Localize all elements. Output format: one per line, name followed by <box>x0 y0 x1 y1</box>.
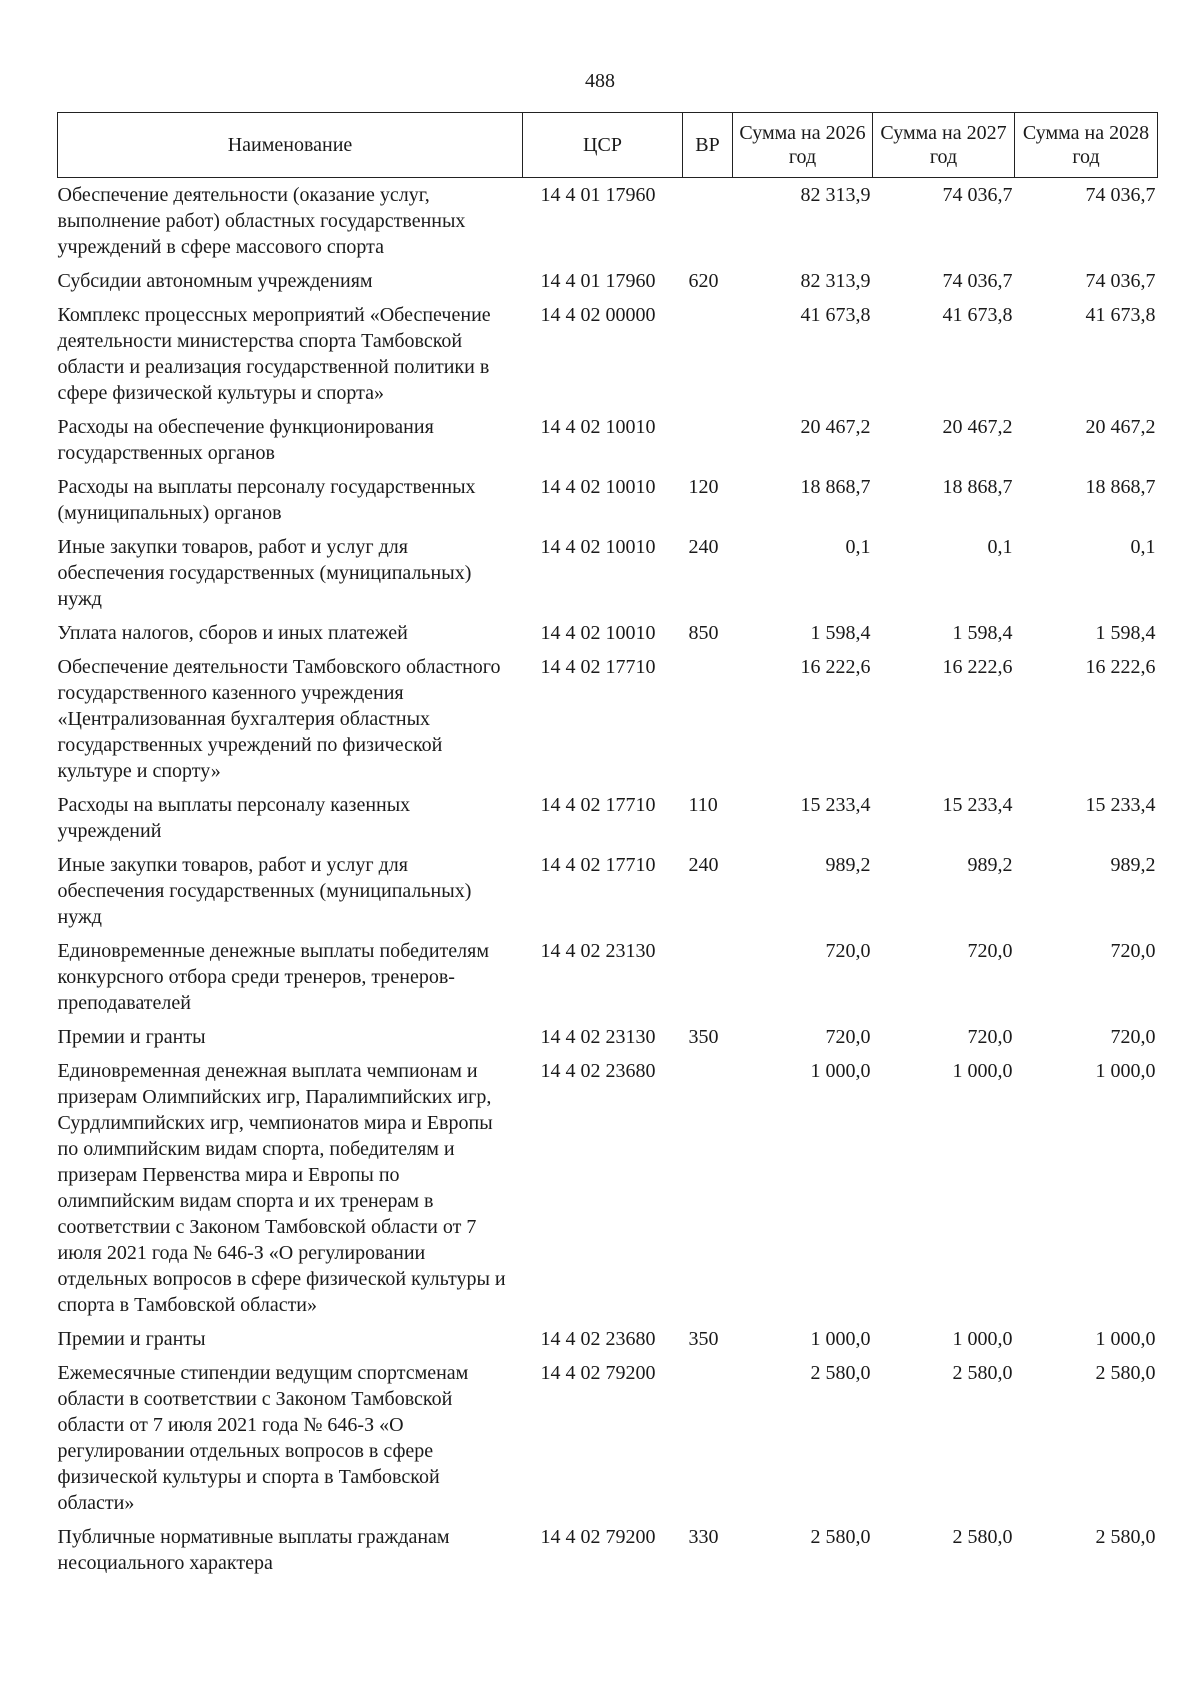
row-sum-2028: 16 222,6 <box>1085 656 1156 678</box>
table-row <box>58 410 1158 470</box>
row-sum-2026: 1 000,0 <box>810 1060 871 1082</box>
row-csr: 14 4 02 10010 <box>540 536 656 558</box>
row-vr <box>683 650 733 788</box>
row-csr: 14 4 02 23680 <box>540 1060 656 1082</box>
table-row <box>58 848 1158 934</box>
table-row <box>58 1520 1158 1580</box>
row-sum-2026: 2 580,0 <box>810 1526 871 1548</box>
row-vr: 620 <box>688 270 719 292</box>
row-csr: 14 4 02 23130 <box>540 1026 656 1048</box>
row-sum-2026: 16 222,6 <box>800 656 871 678</box>
row-sum-2026: 2 580,0 <box>810 1362 871 1384</box>
row-vr: 110 <box>688 794 718 816</box>
row-sum-2028: 720,0 <box>1110 940 1156 962</box>
row-sum-2028: 2 580,0 <box>1095 1526 1156 1548</box>
table-row <box>58 1356 1158 1520</box>
row-csr: 14 4 02 00000 <box>540 304 656 326</box>
row-sum-2027: 41 673,8 <box>942 304 1013 326</box>
row-sum-2028: 1 598,4 <box>1095 622 1156 644</box>
row-sum-2027: 989,2 <box>967 854 1013 876</box>
row-sum-2027: 1 000,0 <box>952 1328 1013 1350</box>
row-vr <box>683 178 733 265</box>
row-name: Обеспечение деятельности Тамбовского областного государственного казенного учреждения «Централизованная бухгалтерия областных государственных учреждений по физической культуре и спорту» <box>57 656 501 782</box>
row-sum-2027: 720,0 <box>967 940 1013 962</box>
row-csr: 14 4 01 17960 <box>540 270 656 292</box>
table-row <box>58 650 1158 788</box>
row-sum-2028: 20 467,2 <box>1085 416 1156 438</box>
row-vr: 330 <box>688 1526 719 1548</box>
row-sum-2027: 15 233,4 <box>942 794 1013 816</box>
row-sum-2027: 20 467,2 <box>942 416 1013 438</box>
header-sum-2028: Сумма на 2028 год <box>1015 113 1158 178</box>
row-csr: 14 4 01 17960 <box>540 184 656 206</box>
row-name: Расходы на выплаты персоналу казенных учреждений <box>57 794 411 842</box>
row-sum-2026: 82 313,9 <box>800 270 871 292</box>
row-name: Премии и гранты <box>57 1026 206 1048</box>
row-csr: 14 4 02 10010 <box>540 622 656 644</box>
row-sum-2028: 18 868,7 <box>1085 476 1156 498</box>
row-vr: 120 <box>688 476 719 498</box>
header-sum-2027: Сумма на 2027 год <box>873 113 1015 178</box>
table-row <box>58 178 1158 265</box>
row-sum-2028: 74 036,7 <box>1085 184 1156 206</box>
row-csr: 14 4 02 23680 <box>540 1328 656 1350</box>
row-name: Расходы на выплаты персоналу государственных (муниципальных) органов <box>57 476 476 524</box>
row-name: Уплата налогов, сборов и иных платежей <box>57 622 408 644</box>
row-sum-2026: 20 467,2 <box>800 416 871 438</box>
row-sum-2028: 1 000,0 <box>1095 1060 1156 1082</box>
row-vr: 850 <box>688 622 719 644</box>
table-body <box>58 178 1158 1581</box>
row-sum-2026: 15 233,4 <box>800 794 871 816</box>
row-name: Иные закупки товаров, работ и услуг для обеспечения государственных (муниципальных) нужд <box>57 536 472 610</box>
row-sum-2028: 0,1 <box>1130 536 1156 558</box>
row-name: Расходы на обеспечение функционирования государственных органов <box>57 416 434 464</box>
row-name: Премии и гранты <box>57 1328 206 1350</box>
row-name: Комплекс процессных мероприятий «Обеспечение деятельности министерства спорта Тамбовской области и реализация государственной политики в сфере физической культуры и спорта» <box>57 304 491 404</box>
table-row <box>58 470 1158 530</box>
table-row <box>58 530 1158 616</box>
row-sum-2026: 41 673,8 <box>800 304 871 326</box>
row-sum-2027: 720,0 <box>967 1026 1013 1048</box>
row-vr: 240 <box>688 854 719 876</box>
row-sum-2027: 74 036,7 <box>942 270 1013 292</box>
row-sum-2027: 18 868,7 <box>942 476 1013 498</box>
row-sum-2027: 74 036,7 <box>942 184 1013 206</box>
header-name: Наименование <box>58 113 523 178</box>
header-csr: ЦСР <box>523 113 683 178</box>
row-vr <box>683 1356 733 1520</box>
row-csr: 14 4 02 10010 <box>540 476 656 498</box>
row-sum-2027: 2 580,0 <box>952 1526 1013 1548</box>
row-sum-2028: 720,0 <box>1110 1026 1156 1048</box>
row-vr: 350 <box>688 1328 719 1350</box>
row-sum-2028: 2 580,0 <box>1095 1362 1156 1384</box>
row-csr: 14 4 02 17710 <box>540 656 656 678</box>
row-vr <box>683 934 733 1020</box>
page-number: 488 <box>585 70 615 92</box>
row-name: Единовременные денежные выплаты победителям конкурсного отбора среди тренеров, тренеров-преподавателей <box>57 940 490 1014</box>
row-sum-2026: 720,0 <box>825 940 871 962</box>
table-row <box>58 1020 1158 1054</box>
row-sum-2027: 16 222,6 <box>942 656 1013 678</box>
row-csr: 14 4 02 17710 <box>540 854 656 876</box>
row-csr: 14 4 02 79200 <box>540 1362 656 1384</box>
row-name: Публичные нормативные выплаты гражданам несоциального характера <box>57 1526 450 1574</box>
row-sum-2028: 41 673,8 <box>1085 304 1156 326</box>
budget-table <box>57 112 1158 1580</box>
row-sum-2027: 2 580,0 <box>952 1362 1013 1384</box>
table-row <box>58 298 1158 410</box>
row-sum-2028: 1 000,0 <box>1095 1328 1156 1350</box>
table-header <box>58 113 1158 178</box>
row-name: Субсидии автономным учреждениям <box>57 270 373 292</box>
row-sum-2026: 1 000,0 <box>810 1328 871 1350</box>
row-sum-2026: 1 598,4 <box>810 622 871 644</box>
row-sum-2026: 18 868,7 <box>800 476 871 498</box>
table-row <box>58 934 1158 1020</box>
row-sum-2028: 74 036,7 <box>1085 270 1156 292</box>
header-sum-2026: Сумма на 2026 год <box>733 113 873 178</box>
row-vr <box>683 1054 733 1322</box>
table-row <box>58 1054 1158 1322</box>
row-vr: 240 <box>688 536 719 558</box>
row-sum-2028: 989,2 <box>1110 854 1156 876</box>
header-vr: ВР <box>683 113 733 178</box>
row-name: Иные закупки товаров, работ и услуг для обеспечения государственных (муниципальных) нужд <box>57 854 472 928</box>
row-sum-2026: 0,1 <box>845 536 871 558</box>
row-sum-2026: 82 313,9 <box>800 184 871 206</box>
row-name: Ежемесячные стипендии ведущим спортсменам области в соответствии с Законом Тамбовской области от 7 июля 2021 года № 646-З «О регулировании отдельных вопросов в сфере физической культуры и спорта в Тамбовской области» <box>57 1362 469 1514</box>
row-csr: 14 4 02 79200 <box>540 1526 656 1548</box>
row-sum-2026: 720,0 <box>825 1026 871 1048</box>
row-sum-2027: 1 598,4 <box>952 622 1013 644</box>
table-row <box>58 264 1158 298</box>
row-vr <box>683 298 733 410</box>
row-sum-2026: 989,2 <box>825 854 871 876</box>
row-csr: 14 4 02 23130 <box>540 940 656 962</box>
table-row <box>58 616 1158 650</box>
row-sum-2028: 15 233,4 <box>1085 794 1156 816</box>
row-sum-2027: 1 000,0 <box>952 1060 1013 1082</box>
table-row <box>58 788 1158 848</box>
table-row <box>58 1322 1158 1356</box>
row-name: Обеспечение деятельности (оказание услуг, выполнение работ) областных государственных учреждений в сфере массового спорта <box>57 184 466 258</box>
row-sum-2027: 0,1 <box>987 536 1013 558</box>
row-vr: 350 <box>688 1026 719 1048</box>
row-vr <box>683 410 733 470</box>
row-csr: 14 4 02 17710 <box>540 794 656 816</box>
row-csr: 14 4 02 10010 <box>540 416 656 438</box>
row-name: Единовременная денежная выплата чемпионам и призерам Олимпийских игр, Паралимпийских игр, Сурдлимпийских игр, чемпионатов мира и Европы по олимпийским видам спорта, победителям и призерам Первенства мира и Европы по олимпийским видам спорта и их тренерам в соответствии с Законом Тамбовской области от 7 июля 2021 года № 646-З «О регулировании отдельных вопросов в сфере физической культуры и спорта в Тамбовской области» <box>57 1060 506 1316</box>
